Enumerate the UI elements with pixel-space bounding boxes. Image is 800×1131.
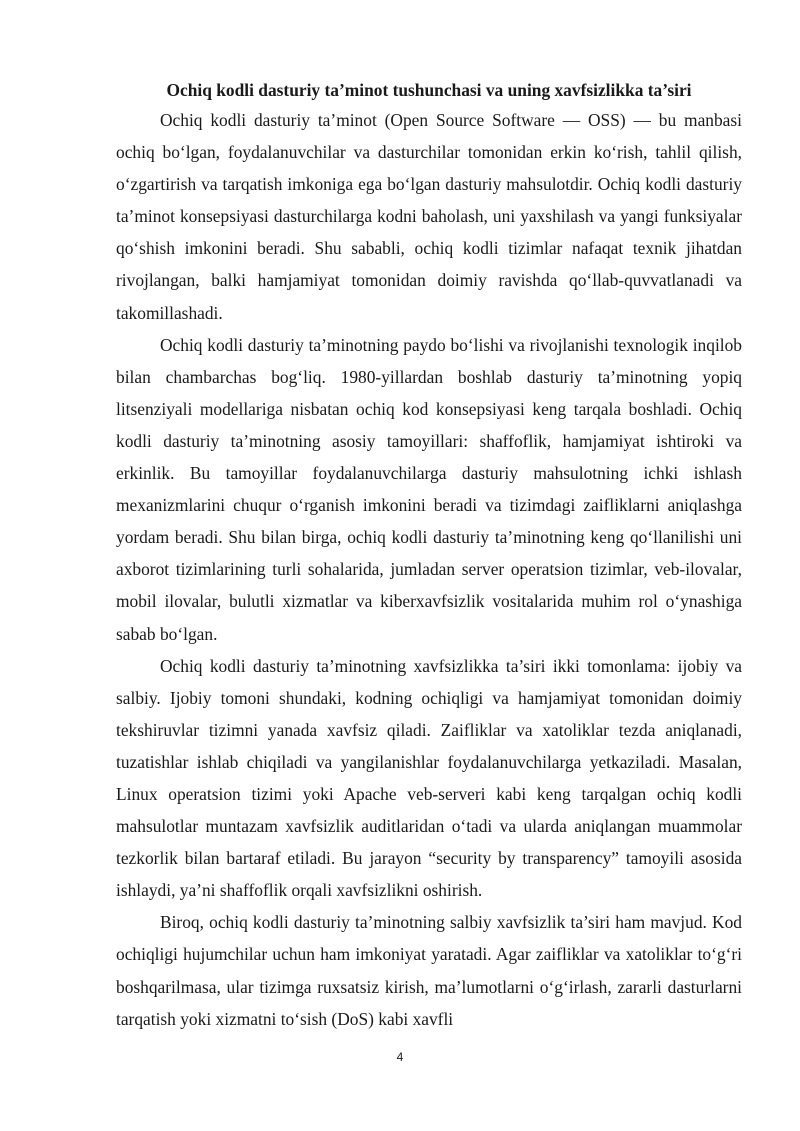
page-number: 4 xyxy=(396,1050,404,1064)
paragraph-2: Ochiq kodli dasturiy ta’minotning paydo bo‘lishi va rivojlanishi texnologik inqilob bilan chambarchas bog‘liq. 1980-yillardan boshlab dasturiy ta’minotning yopiq litsenziyali modellariga nisbatan ochiq kod konsepsiyasi keng tarqala boshladi. Ochiq kodli dasturiy ta’minotning asosiy tamoyillari: shaffoflik, hamjamiyat ishtiroki va erkinlik. Bu tamoyillar foydalanuvchilarga dasturiy mahsulotning ichki ishlash mexanizmlarini chuqur o‘rganish imkonini beradi va tizimdagi zaifliklarni aniqlashga yordam beradi. Shu bilan birga, ochiq kodli dasturiy ta’minotning keng qo‘llanilishi uni axborot tizimlarining turli sohalarida, jumladan server operatsion tizimlar, veb-ilovalar, mobil ilovalar, bulutli xizmatlar va kiberxavfsizlik vositalarida muhim rol o‘ynashiga sabab bo‘lgan. xyxy=(116,334,742,644)
paragraph-3: Ochiq kodli dasturiy ta’minotning xavfsizlikka ta’siri ikki tomonlama: ijobiy va salbiy. Ijobiy tomoni shundaki, kodning ochiqligi va hamjamiyat tomonidan doimiy tekshiruvlar tizimni yanada xavfsiz qiladi. Zaifliklar va xatoliklar tezda aniqlanadi, tuzatishlar ishlab chiqiladi va yangilanishlar foydalanuvchilarga yetkaziladi. Masalan, Linux operatsion tizimi yoki Apache veb-serveri kabi keng tarqalgan ochiq kodli mahsulotlar muntazam xavfsizlik auditlaridan o‘tadi va ularda aniqlangan muammolar tezkorlik bilan bartaraf etiladi. Bu jarayon “security by transparency” tamoyili asosida ishlaydi, ya’ni shaffoflik orqali xavfsizlikni oshirish. xyxy=(116,655,742,901)
paragraph-4: Biroq, ochiq kodli dasturiy ta’minotning salbiy xavfsizlik ta’siri ham mavjud. Kod ochiqligi hujumchilar uchun ham imkoniyat yaratadi. Agar zaifliklar va xatoliklar to‘g‘ri boshqarilmasa, ular tizimga ruxsatsiz kirish, ma’lumotlarni o‘g‘irlash, zararli dasturlarni tarqatish yoki xizmatni to‘sish (DoS) kabi xavfli xyxy=(116,912,742,1029)
section-title: Ochiq kodli dasturiy ta’minot tushunchasi va uning xavfsizlikka ta’siri xyxy=(166,80,692,100)
paragraph-1: Ochiq kodli dasturiy ta’minot (Open Source Software — OSS) — bu manbasi ochiq bo‘lgan, foydalanuvchilar va dasturchilar tomonidan erkin ko‘rish, tahlil qilish, o‘zgartirish va tarqatish imkoniga ega bo‘lgan dasturiy mahsulotdir. Ochiq kodli dasturiy ta’minot konsepsiyasi dasturchilarga kodni baholash, uni yaxshilash va yangi funksiyalar qo‘shish imkonini beradi. Shu sababli, ochiq kodli tizimlar nafaqat texnik jihatdan rivojlangan, balki hamjamiyat tomonidan doimiy ravishda qo‘llab-quvvatlanadi va takomillashadi. xyxy=(116,110,742,323)
body-text xyxy=(116,104,742,1035)
